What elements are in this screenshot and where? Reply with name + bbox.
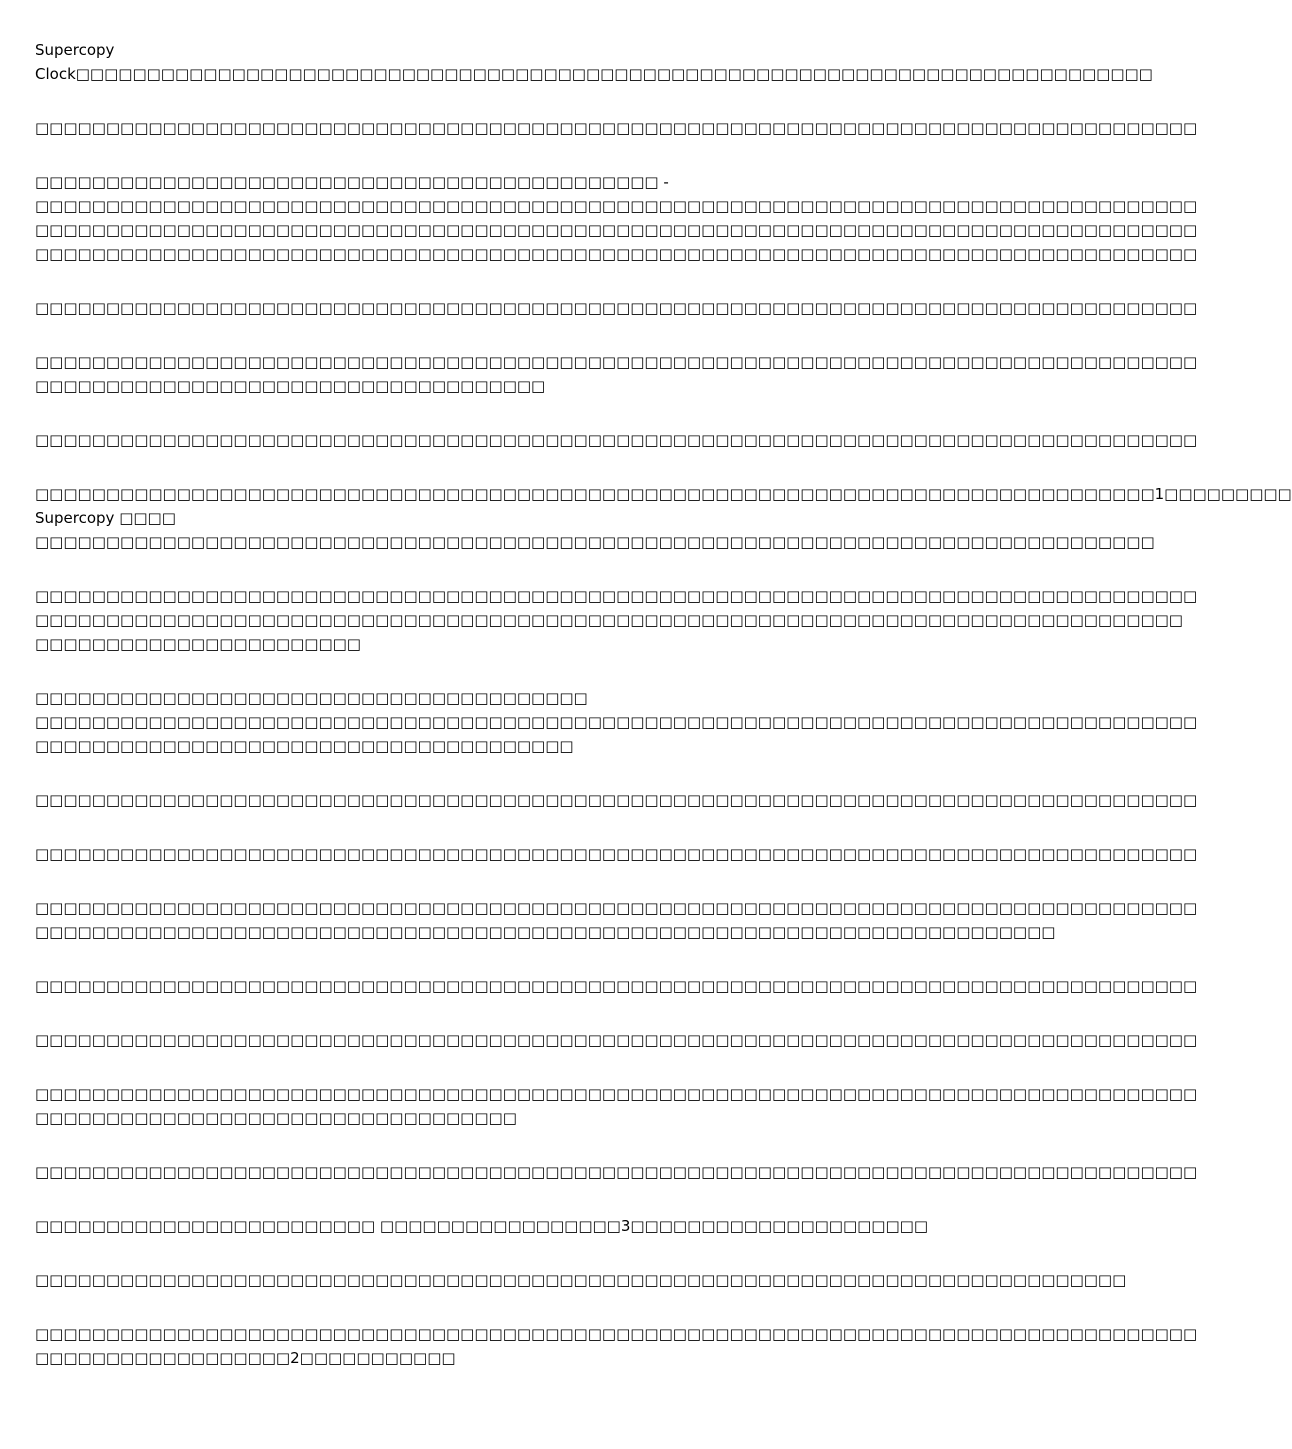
- paragraph: □□□□□□□□□□□□□□□□□□□□□□□□□□□□□□□□□□□□□□□□□□□□□□□□□□□□□□□□□□□□□□□□□□□□□□□□□□□□□□□□□□: [35, 119, 1198, 137]
- paragraph: □□□□□□□□□□□□□□□□□□□□□□□□□□□□□□□□□□□□□□□□□□□□□□□□□□□□□□□□□□□□□□□□□□□□□□□□□□□□□□□□□□: [35, 431, 1198, 449]
- paragraph: Supercopy Clock□□□□□□□□□□□□□□□□□□□□□□□□□□□□□□□□□□□□□□□□□□□□□□□□□□□□□□□□□□□□□□□□□□□□□□□□□□□□: [35, 41, 1153, 83]
- document-body: [35, 38, 1292, 1400]
- paragraph: □□□□□□□□□□□□□□□□□□□□□□□□ □□□□□□□□□□□□□□□□□3□□□□□□□□□□□□□□□□□□□□□: [35, 1217, 928, 1235]
- paragraph: □□□□□□□□□□□□□□□□□□□□□□□□□□□□□□□□□□□□□□□□□□□□□□□□□□□□□□□□□□□□□□□□□□□□□□□□□□□□□□□1□□□□□□□□□ Supercopy □□□□ □□□□□□□□□□□□□□□□□□□□□□□□□□□□□□□□□□□□□□□□□□□□□□□□□□□□□□□□□□□□□□□□□□□□□□□□□□□□□□□: [35, 485, 1292, 551]
- paragraph: □□□□□□□□□□□□□□□□□□□□□□□□□□□□□□□□□□□□□□□□□□□□□□□□□□□□□□□□□□□□□□□□□□□□□□□□□□□□□□□□□□ □□□□□□□□□□□□□□□□□□□□□□□□□□□□□□□□□□□□□□□□□□□□□□□□□□□□□□□□□□□□□□□□□□□□□□□□□□□□□□□□□ □□□□□□□□□□□□□□□□□□□□□□□: [35, 587, 1198, 653]
- paragraph: □□□□□□□□□□□□□□□□□□□□□□□□□□□□□□□□□□□□□□□□□□□□□□□□□□□□□□□□□□□□□□□□□□□□□□□□□□□□□□□□□□: [35, 1163, 1198, 1181]
- paragraph: □□□□□□□□□□□□□□□□□□□□□□□□□□□□□□□□□□□□□□□□□□□□ - □□□□□□□□□□□□□□□□□□□□□□□□□□□□□□□□□□□□□□□□□□□□□□□□□□□□□□□□□□□□□□□□□□□□□□□□□□□□□□□□□□ □□□□□□□□□□□□□□□□□□□□□□□□□□□□□□□□□□□□□□□□□□□□□□□□□□□□□□□□□□□□□□□□□□□□□□□□□□□□□□□□□□ □□□□□□□□□□□□□□□□□□□□□□□□□□□□□□□□□□□□□□□□□□□□□□□□□□□□□□□□□□□□□□□□□□□□□□□□□□□□□□□□□□: [35, 173, 1198, 263]
- paragraph: □□□□□□□□□□□□□□□□□□□□□□□□□□□□□□□□□□□□□□□□□□□□□□□□□□□□□□□□□□□□□□□□□□□□□□□□□□□□□□□□□□: [35, 791, 1198, 809]
- paragraph: □□□□□□□□□□□□□□□□□□□□□□□□□□□□□□□□□□□□□□□□□□□□□□□□□□□□□□□□□□□□□□□□□□□□□□□□□□□□□□□□□□: [35, 977, 1198, 995]
- paragraph: □□□□□□□□□□□□□□□□□□□□□□□□□□□□□□□□□□□□□□□□□□□□□□□□□□□□□□□□□□□□□□□□□□□□□□□□□□□□□□□□□□: [35, 845, 1198, 863]
- paragraph: □□□□□□□□□□□□□□□□□□□□□□□□□□□□□□□□□□□□□□□ □□□□□□□□□□□□□□□□□□□□□□□□□□□□□□□□□□□□□□□□□□□□□□□□□□□□□□□□□□□□□□□□□□□□□□□□□□□□□□□□□□ □□□□□□□□□□□□□□□□□□□□□□□□□□□□□□□□□□□□□□: [35, 689, 1198, 755]
- paragraph: □□□□□□□□□□□□□□□□□□□□□□□□□□□□□□□□□□□□□□□□□□□□□□□□□□□□□□□□□□□□□□□□□□□□□□□□□□□□□: [35, 1271, 1127, 1289]
- paragraph: □□□□□□□□□□□□□□□□□□□□□□□□□□□□□□□□□□□□□□□□□□□□□□□□□□□□□□□□□□□□□□□□□□□□□□□□□□□□□□□□□□ □□□□□□□□□□□□□□□□□□□□□□□□□□□□□□□□□□□□: [35, 353, 1198, 395]
- paragraph: □□□□□□□□□□□□□□□□□□□□□□□□□□□□□□□□□□□□□□□□□□□□□□□□□□□□□□□□□□□□□□□□□□□□□□□□□□□□□□□□□□ □□□□□□□□□□□□□□□□□□2□□□□□□□□□□□: [35, 1325, 1198, 1367]
- paragraph: □□□□□□□□□□□□□□□□□□□□□□□□□□□□□□□□□□□□□□□□□□□□□□□□□□□□□□□□□□□□□□□□□□□□□□□□□□□□□□□□□□: [35, 1031, 1198, 1049]
- paragraph: □□□□□□□□□□□□□□□□□□□□□□□□□□□□□□□□□□□□□□□□□□□□□□□□□□□□□□□□□□□□□□□□□□□□□□□□□□□□□□□□□□ □□□□□□□□□□□□□□□□□□□□□□□□□□□□□□□□□□□□□□□□□□□□□□□□□□□□□□□□□□□□□□□□□□□□□□□□: [35, 899, 1198, 941]
- paragraph: □□□□□□□□□□□□□□□□□□□□□□□□□□□□□□□□□□□□□□□□□□□□□□□□□□□□□□□□□□□□□□□□□□□□□□□□□□□□□□□□□□: [35, 299, 1198, 317]
- paragraph: □□□□□□□□□□□□□□□□□□□□□□□□□□□□□□□□□□□□□□□□□□□□□□□□□□□□□□□□□□□□□□□□□□□□□□□□□□□□□□□□□□ □□□□□□□□□□□□□□□□□□□□□□□□□□□□□□□□□□: [35, 1085, 1198, 1127]
